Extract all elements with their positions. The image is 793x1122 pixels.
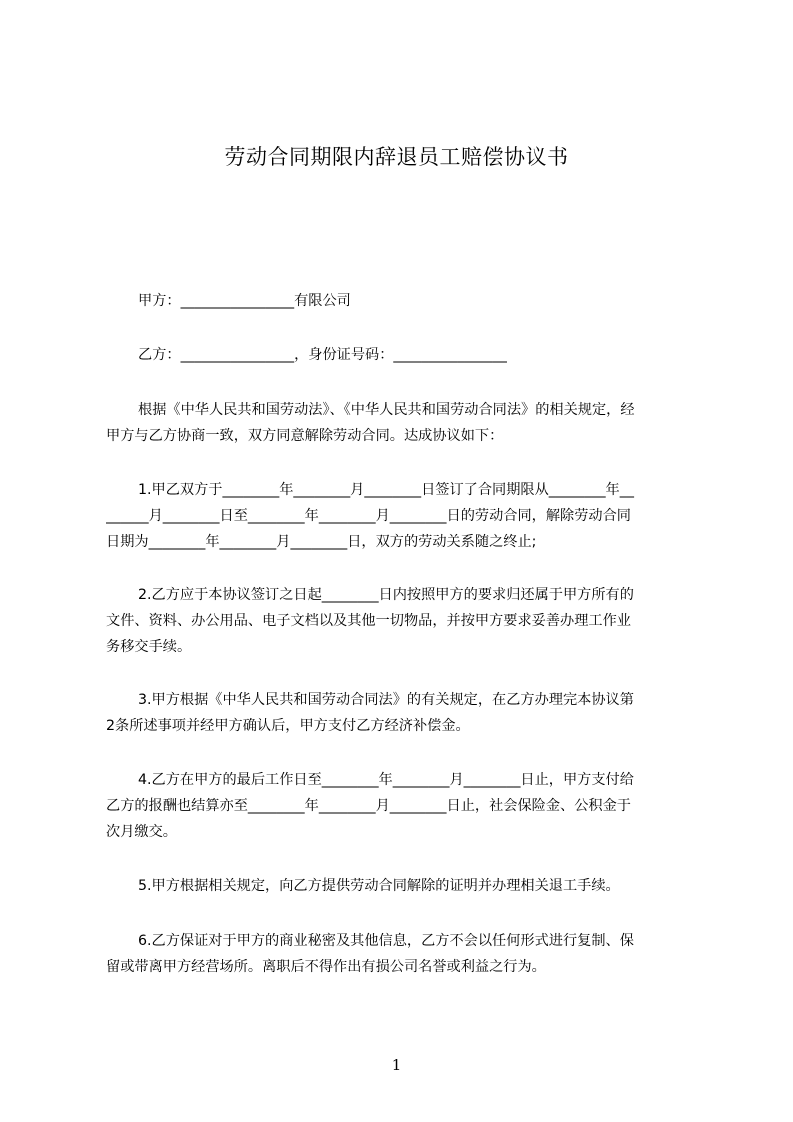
clause-line: 留或带离甲方经营场所。离职后不得作出有损公司名誉或利益之行为。	[106, 959, 546, 975]
clause-line: 1.甲乙双方于________年________月________日签订了合同期限从________年__	[138, 482, 634, 498]
clause-line: 3.甲方根据《中华人民共和国劳动合同法》的有关规定，在乙方办理完本协议第	[138, 692, 634, 708]
clause-line: 6.乙方保证对于甲方的商业秘密及其他信息，乙方不会以任何形式进行复制、保	[138, 933, 634, 949]
intro-paragraph	[106, 397, 698, 449]
intro-line: 根据《中华人民共和国劳动法》、《中华人民共和国劳动合同法》的相关规定，经	[138, 402, 635, 418]
clause-line: 5.甲方根据相关规定，向乙方提供劳动合同解除的证明并办理相关退工手续。	[138, 878, 620, 894]
page-number: 1	[391, 1056, 402, 1074]
clause-2	[106, 582, 698, 660]
clause-line: ______月________日至________年________月________日的劳动合同，解除劳动合同	[106, 508, 631, 524]
clause-line: 次月缴交。	[106, 824, 177, 840]
intro-line: 甲方与乙方协商一致，双方同意解除劳动合同。达成协议如下：	[106, 428, 504, 444]
clause-line: 务移交手续。	[106, 639, 192, 655]
party-b-line	[106, 342, 698, 368]
clause-line: 乙方的报酬也结算亦至________年________月________日止，社会保险金、公积金于	[106, 798, 631, 814]
clause-line: 2.乙方应于本协议签订之日起________日内按照甲方的要求归还属于甲方所有的	[138, 587, 634, 603]
clause-6	[106, 928, 698, 980]
clause-line: 文件、资料、办公用品、电子文档以及其他一切物品，并按甲方要求妥善办理工作业	[106, 613, 631, 629]
clause-line: 4.乙方在甲方的最后工作日至________年________月________日止，甲方支付给	[138, 772, 634, 788]
party-a-text: 甲方：________________有限公司	[138, 293, 351, 309]
clause-line: 2条所述事项并经甲方确认后，甲方支付乙方经济补偿金。	[106, 718, 470, 734]
party-b-text: 乙方：________________，身份证号码：________________	[138, 347, 507, 363]
clause-line: 日期为________年________月________日，双方的劳动关系随之终止;	[106, 534, 537, 550]
party-a-line	[106, 288, 698, 314]
document-title: 劳动合同期限内辞退员工赔偿协议书	[224, 145, 569, 169]
clause-1	[106, 477, 698, 555]
clause-3	[106, 687, 698, 739]
clause-5	[106, 873, 698, 899]
clause-4	[106, 767, 698, 845]
